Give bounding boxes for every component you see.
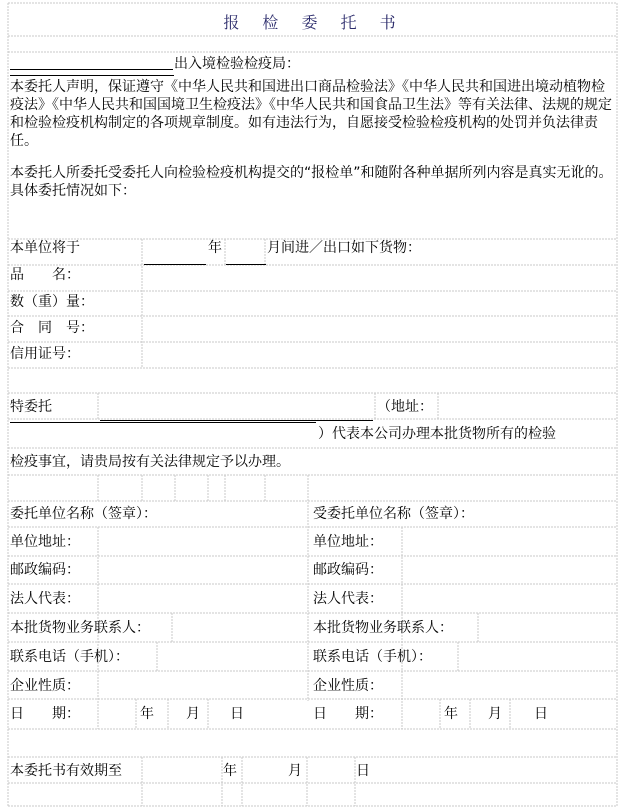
lc-no-label: 信用证号： (10, 346, 80, 362)
agent-legal-rep-label: 法人代表： (313, 591, 383, 607)
agent-address-field[interactable] (10, 422, 316, 423)
principal-legal-rep-label: 法人代表： (10, 591, 80, 607)
entrust-label: 特委托 (10, 399, 52, 415)
goods-year-label: 年 (208, 240, 222, 256)
contract-no-label: 合 同 号： (10, 320, 94, 336)
agent-contact-label: 本批货物业务联系人： (313, 620, 453, 636)
addressee-suffix: 出入境检验检疫局： (174, 56, 300, 72)
agent-date-day: 日 (534, 706, 548, 722)
agent-address-label: 单位地址： (313, 534, 383, 550)
principal-contact-label: 本批货物业务联系人： (10, 620, 150, 636)
agent-date-year: 年 (444, 706, 458, 722)
entrust-scope-continued: 检疫事宜，请贵局按有关法律规定予以办理。 (10, 454, 290, 470)
principal-date-year: 年 (140, 706, 154, 722)
principal-postal-label: 邮政编码： (10, 562, 80, 578)
agent-date-month: 月 (488, 706, 502, 722)
agent-phone-label: 联系电话（手机）： (313, 649, 432, 665)
principal-date-label: 日 期： (10, 706, 80, 722)
principal-phone-label: 联系电话（手机）： (10, 649, 129, 665)
document-title: 报 检 委 托 书 (223, 13, 405, 32)
goods-unit-label: 本单位将于 (10, 240, 80, 256)
validity-month: 月 (288, 763, 302, 779)
agent-postal-label: 邮政编码： (313, 562, 383, 578)
product-name-label: 品 名： (10, 267, 80, 283)
declaration-paragraph-2: 本委托人所委托受委托人向检验检疫机构提交的“报检单”和随附各种单据所列内容是真实无讹的。具体委托情况如下： (10, 165, 613, 199)
agent-name-label: 受委托单位名称（签章）： (313, 506, 474, 522)
goods-year-field[interactable] (144, 264, 206, 265)
principal-date-day: 日 (230, 706, 244, 722)
agent-nature-label: 企业性质： (313, 678, 383, 694)
goods-month-field[interactable] (226, 264, 266, 265)
validity-day: 日 (356, 763, 370, 779)
principal-date-month: 月 (186, 706, 200, 722)
principal-name-label: 委托单位名称（签章）： (10, 506, 157, 522)
addressee-underline-left (10, 75, 174, 76)
agent-date-label: 日 期： (313, 706, 383, 722)
address-label: （地址： (377, 399, 433, 415)
principal-nature-label: 企业性质： (10, 678, 80, 694)
goods-month-label: 月间进／出口如下货物： (267, 240, 421, 256)
addressee-blank-line[interactable] (10, 69, 173, 70)
principal-address-label: 单位地址： (10, 534, 80, 550)
validity-year: 年 (223, 763, 237, 779)
entrust-scope-text: ）代表本公司办理本批货物所有的检验 (318, 426, 556, 442)
declaration-paragraph-1: 本委托人声明，保证遵守《中华人民共和国进出口商品检验法》《中华人民共和国进出境动植物检疫法》《中华人民共和国国境卫生检疫法》《中华人民共和国食品卫生法》等有关法律、法规的规定和检验检疫机构制定的各项规章制度。如有违法行为，自愿接受检验检疫机构的处罚并负法律责任。 (10, 79, 612, 149)
agent-name-field[interactable] (100, 420, 373, 421)
quantity-label: 数（重）量： (10, 294, 94, 310)
validity-label: 本委托书有效期至 (10, 763, 122, 779)
